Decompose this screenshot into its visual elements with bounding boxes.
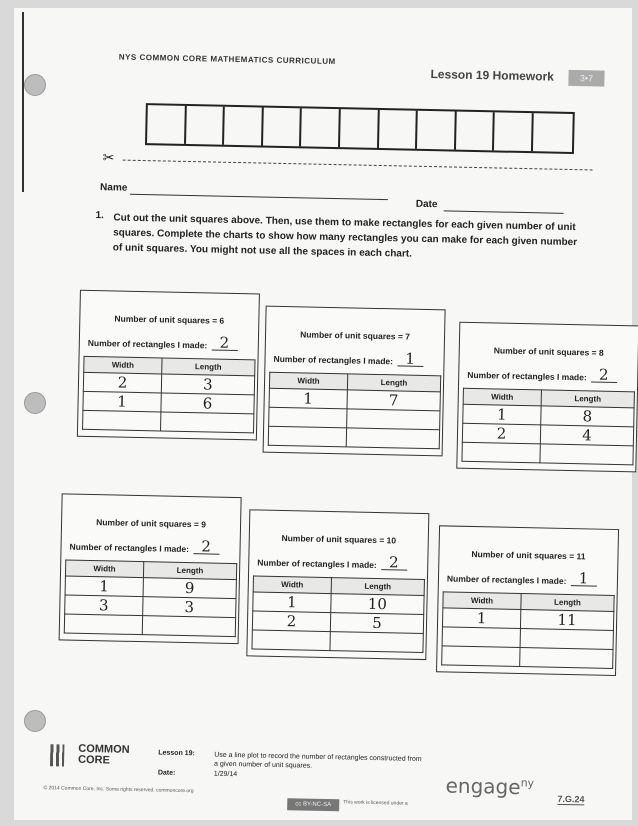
logo-line-2: CORE: [77, 753, 111, 767]
rectangle-chart: [246, 509, 429, 660]
rectangles-made-answer[interactable]: 2: [591, 367, 617, 383]
rectangles-made: [257, 553, 427, 572]
width-header: Width: [463, 388, 541, 406]
length-cell[interactable]: 11: [520, 610, 614, 631]
length-cell[interactable]: 8: [541, 406, 635, 427]
rectangles-made-label: Number of rectangles I made:: [467, 369, 587, 383]
rectangles-made-label: Number of rectangles I made:: [69, 541, 190, 555]
rectangles-made-answer[interactable]: 2: [381, 555, 407, 571]
lesson-title: Lesson 19 Homework: [430, 67, 555, 84]
footer-lesson-label: Lesson 19:: [158, 749, 195, 758]
width-cell[interactable]: [442, 646, 520, 667]
rectangles-made-label: Number of rectangles I made:: [273, 353, 394, 367]
width-header: Width: [443, 592, 521, 610]
width-cell[interactable]: 1: [269, 388, 347, 409]
lesson-badge: 3•7: [568, 70, 604, 87]
width-header: Width: [269, 372, 347, 390]
chart-row: [442, 646, 613, 669]
width-cell[interactable]: [269, 407, 347, 428]
length-header: Length: [541, 390, 634, 408]
length-header: Length: [521, 594, 614, 612]
unit-squares-count: Number of unit squares = 11: [471, 548, 586, 562]
chart-row: [268, 426, 439, 449]
chart-row: [83, 410, 254, 433]
name-field-line: [130, 194, 388, 200]
width-header: Width: [84, 356, 162, 374]
engageny-sup: ny: [520, 776, 535, 790]
width-length-table: [441, 591, 615, 669]
unit-squares-count: Number of unit squares = 10: [281, 533, 397, 546]
length-header: Length: [143, 562, 236, 580]
footer-lesson-description: Use a line plot to record the number of rectangles constructed from a given number of unit squares.: [213, 751, 422, 770]
chart-row: [252, 630, 423, 653]
page-number: 7.G.24: [557, 793, 585, 805]
unit-square: [263, 108, 302, 147]
width-cell[interactable]: 1: [463, 404, 541, 425]
rectangles-made: [88, 333, 258, 352]
width-cell[interactable]: [442, 627, 520, 648]
rectangles-made-label: Number of rectangles I made:: [87, 337, 208, 351]
length-cell[interactable]: 7: [347, 390, 441, 411]
width-cell[interactable]: 1: [442, 608, 520, 629]
name-label: Name: [99, 182, 128, 194]
date-label: Date: [415, 198, 438, 211]
length-header: Length: [331, 578, 424, 596]
length-cell[interactable]: 5: [330, 613, 424, 634]
unit-squares-count: Number of unit squares = 7: [300, 329, 411, 342]
rectangle-chart: [263, 306, 446, 457]
width-length-table: [268, 372, 442, 450]
common-core-logo-text: [78, 744, 130, 767]
rectangles-made-label: Number of rectangles I made:: [257, 557, 377, 571]
width-header: Width: [253, 576, 331, 594]
rectangles-made-answer[interactable]: 2: [211, 336, 237, 352]
rectangles-made: [447, 568, 617, 587]
width-cell[interactable]: 1: [65, 576, 143, 597]
engageny-text: engage: [445, 773, 521, 800]
unit-squares-count: Number of unit squares = 8: [493, 345, 604, 358]
width-cell[interactable]: 1: [253, 592, 331, 613]
date-field-line: [444, 210, 564, 214]
rectangles-made: [273, 349, 443, 368]
footer-date: 1/29/14: [213, 770, 238, 779]
unit-square: [224, 107, 263, 146]
unit-squares-strip: [145, 103, 574, 154]
width-cell[interactable]: [83, 410, 161, 431]
rectangles-made: [69, 537, 239, 556]
rectangles-made-answer[interactable]: 1: [397, 351, 423, 367]
width-cell[interactable]: [462, 442, 540, 463]
unit-square: [494, 112, 533, 151]
logo-line-1: COMMON: [78, 742, 130, 756]
rectangle-chart: [77, 290, 260, 441]
unit-square: [186, 106, 225, 145]
question-number: 1.: [95, 210, 104, 222]
common-core-logo-icon: [50, 744, 64, 766]
unit-square: [301, 108, 340, 147]
rectangle-chart: [59, 493, 242, 644]
length-cell[interactable]: 6: [161, 393, 255, 414]
chart-row: [462, 442, 633, 465]
engageny-logo: [445, 774, 534, 800]
rectangles-made-label: Number of rectangles I made:: [446, 573, 567, 586]
width-cell[interactable]: 2: [252, 611, 330, 632]
width-length-table: [64, 559, 238, 637]
width-length-table: [82, 356, 256, 434]
footer-date-label: Date:: [157, 769, 176, 777]
rectangle-chart: [456, 322, 638, 473]
width-header: Width: [65, 560, 143, 578]
curriculum-header: NYS COMMON CORE MATHEMATICS CURRICULUM: [118, 52, 336, 67]
chart-row: [64, 614, 235, 637]
width-cell[interactable]: 3: [65, 595, 143, 616]
length-cell[interactable]: 4: [540, 425, 634, 446]
length-cell[interactable]: [160, 412, 254, 433]
question-text: Cut out the unit squares above. Then, use them to make rectangles for each given number of unit squares. Complete the charts to show how many rectangles you can make for each given number of unit squares. You might not use all the spaces in each chart.: [112, 212, 578, 260]
unit-squares-count: Number of unit squares = 6: [114, 313, 225, 326]
footer-license: This work is licensed under a: [343, 799, 408, 807]
length-cell[interactable]: [142, 616, 236, 637]
length-cell[interactable]: [520, 648, 614, 669]
width-cell[interactable]: [64, 614, 142, 635]
unit-squares-count: Number of unit squares = 9: [96, 517, 207, 530]
cut-line: [123, 160, 593, 171]
length-cell[interactable]: 9: [143, 578, 237, 599]
creative-commons-icon: cc BY-NC-SA: [287, 798, 339, 811]
unit-square: [147, 105, 186, 144]
unit-square: [533, 113, 572, 152]
width-cell[interactable]: 1: [83, 391, 161, 412]
rectangles-made: [467, 365, 637, 384]
width-cell[interactable]: 2: [462, 423, 540, 444]
length-cell[interactable]: 10: [331, 594, 425, 615]
length-cell[interactable]: [346, 428, 440, 449]
unit-square: [456, 112, 495, 151]
length-cell[interactable]: [520, 629, 614, 650]
width-cell[interactable]: [268, 426, 346, 447]
length-cell[interactable]: 3: [143, 597, 237, 618]
length-header: Length: [162, 358, 255, 376]
unit-square: [379, 110, 418, 149]
length-cell[interactable]: [346, 409, 440, 430]
length-cell[interactable]: 3: [161, 374, 255, 395]
length-cell[interactable]: [330, 632, 424, 653]
scissors-icon: ✂: [102, 149, 115, 166]
width-cell[interactable]: [252, 630, 330, 651]
footer-copyright: © 2014 Common Core, Inc. Some rights reserved. commoncore.org: [43, 785, 194, 795]
width-cell[interactable]: 2: [83, 372, 161, 393]
unit-square: [340, 109, 379, 148]
rectangles-made-answer[interactable]: 1: [570, 571, 596, 587]
width-length-table: [461, 388, 635, 466]
unit-square: [417, 111, 456, 150]
rectangles-made-answer[interactable]: 2: [193, 539, 219, 555]
width-length-table: [251, 575, 425, 653]
length-cell[interactable]: [540, 444, 634, 465]
rectangle-chart: [436, 525, 619, 676]
length-header: Length: [347, 374, 440, 392]
